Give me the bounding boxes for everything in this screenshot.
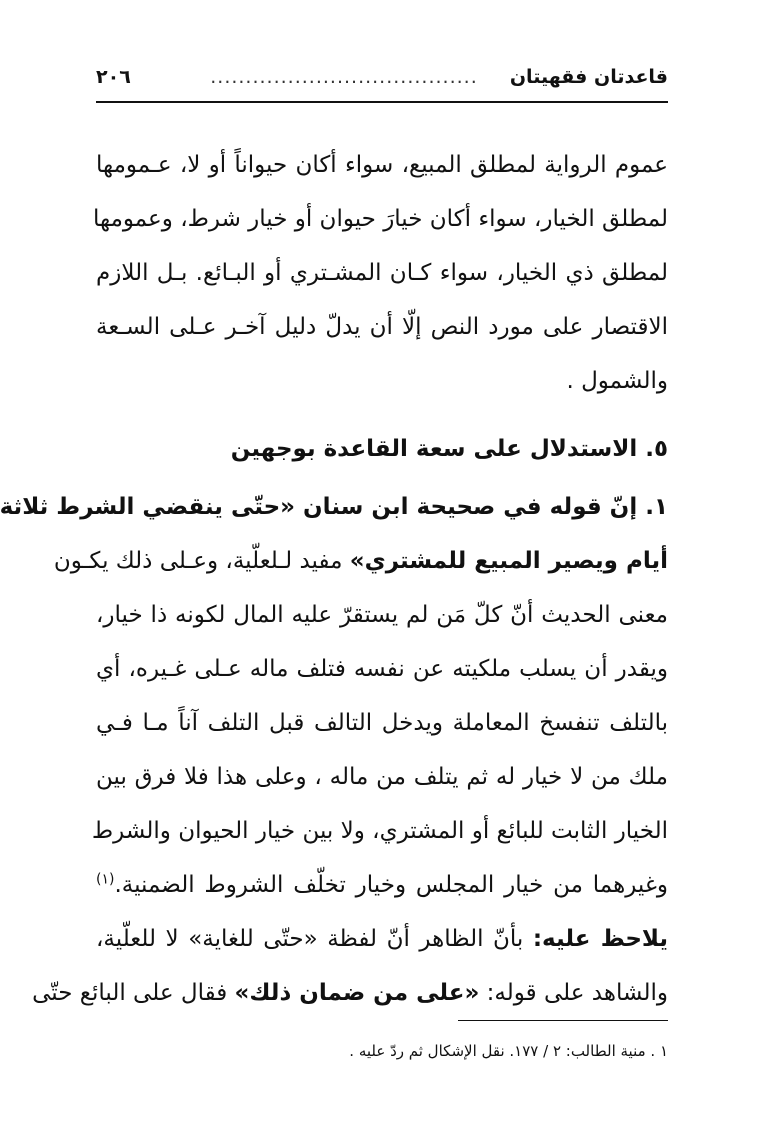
bold-quote: ١. إنّ قوله في صحيحة ابن سنان «حتّى ينقضي الشرط ثلاثة [0, 494, 668, 520]
bold-quote: أيام ويصير المبيع للمشتري» [349, 548, 668, 574]
text-line [96, 858, 668, 912]
text-line: الخيار الثابت للبائع أو المشتري، ولا بين خيار الحيوان والشرط [91, 818, 668, 844]
text-line: الاقتصار على مورد النص إلّا أن يدلّ دليل آخـر عـلى السـعة [96, 314, 668, 340]
text-line: ويقدر أن يسلب ملكيته عن نفسه فتلف ماله عـلى غـيره، أي [96, 656, 668, 682]
running-header [96, 62, 668, 96]
text-line [32, 966, 668, 1020]
footnote: ١ . منية الطالب: ٢ / ١٧٧. نقل الإشكال ثم ردّ عليه . [349, 1042, 668, 1060]
bold-label: يلاحظ عليه: [532, 926, 668, 952]
text-run: والشاهد على قوله: [479, 980, 668, 1006]
page-body [0, 138, 668, 1020]
text-line: عموم الرواية لمطلق المبيع، سواء أكان حيواناً أو لا، عـمومها [96, 152, 668, 178]
text-run: فقال على البائع حتّى [32, 980, 235, 1006]
text-run: بأنّ الظاهر أنّ لفظة «حتّى للغاية» لا للعلّية، [96, 926, 533, 952]
text-line: ملك من لا خيار له ثم يتلف من ماله ، وعلى هذا فلا فرق بين [96, 764, 668, 790]
page-number: ٢٠٦ [96, 66, 131, 88]
header-leader-dots: ...................................... [210, 66, 478, 88]
text-line: معنى الحديث أنّ كلّ مَن لم يستقرّ عليه المال لكونه ذا خيار، [96, 602, 668, 628]
text-line [96, 912, 668, 966]
text-line: بالتلف تنفسخ المعاملة ويدخل التالف قبل التلف آناً مـا فـي [96, 710, 668, 736]
text-line: لمطلق الخيار، سواء أكان خيارَ حيوان أو خيار شرط، وعمومها [92, 206, 668, 232]
text-run: وغيرهما من خيار المجلس وخيار تخلّف الشروط الضمنية. [114, 872, 668, 898]
text-line [53, 534, 668, 588]
text-line: والشمول . [566, 368, 668, 394]
text-run: مفيد لـلعلّية، وعـلى ذلك يكـون [53, 548, 350, 574]
footnote-reference[interactable]: (١) [96, 871, 115, 888]
section-heading: ٥. الاستدلال على سعة القاعدة بوجهين [230, 436, 668, 462]
text-line [0, 480, 668, 534]
header-rule [96, 101, 668, 103]
bold-quote: «على من ضمان ذلك» [234, 980, 480, 1006]
footnote-rule [458, 1020, 668, 1021]
text-line: لمطلق ذي الخيار، سواء كـان المشـتري أو البـائع. بـل اللازم [96, 260, 668, 286]
running-title: قاعدتان فقهيتان [509, 66, 668, 88]
